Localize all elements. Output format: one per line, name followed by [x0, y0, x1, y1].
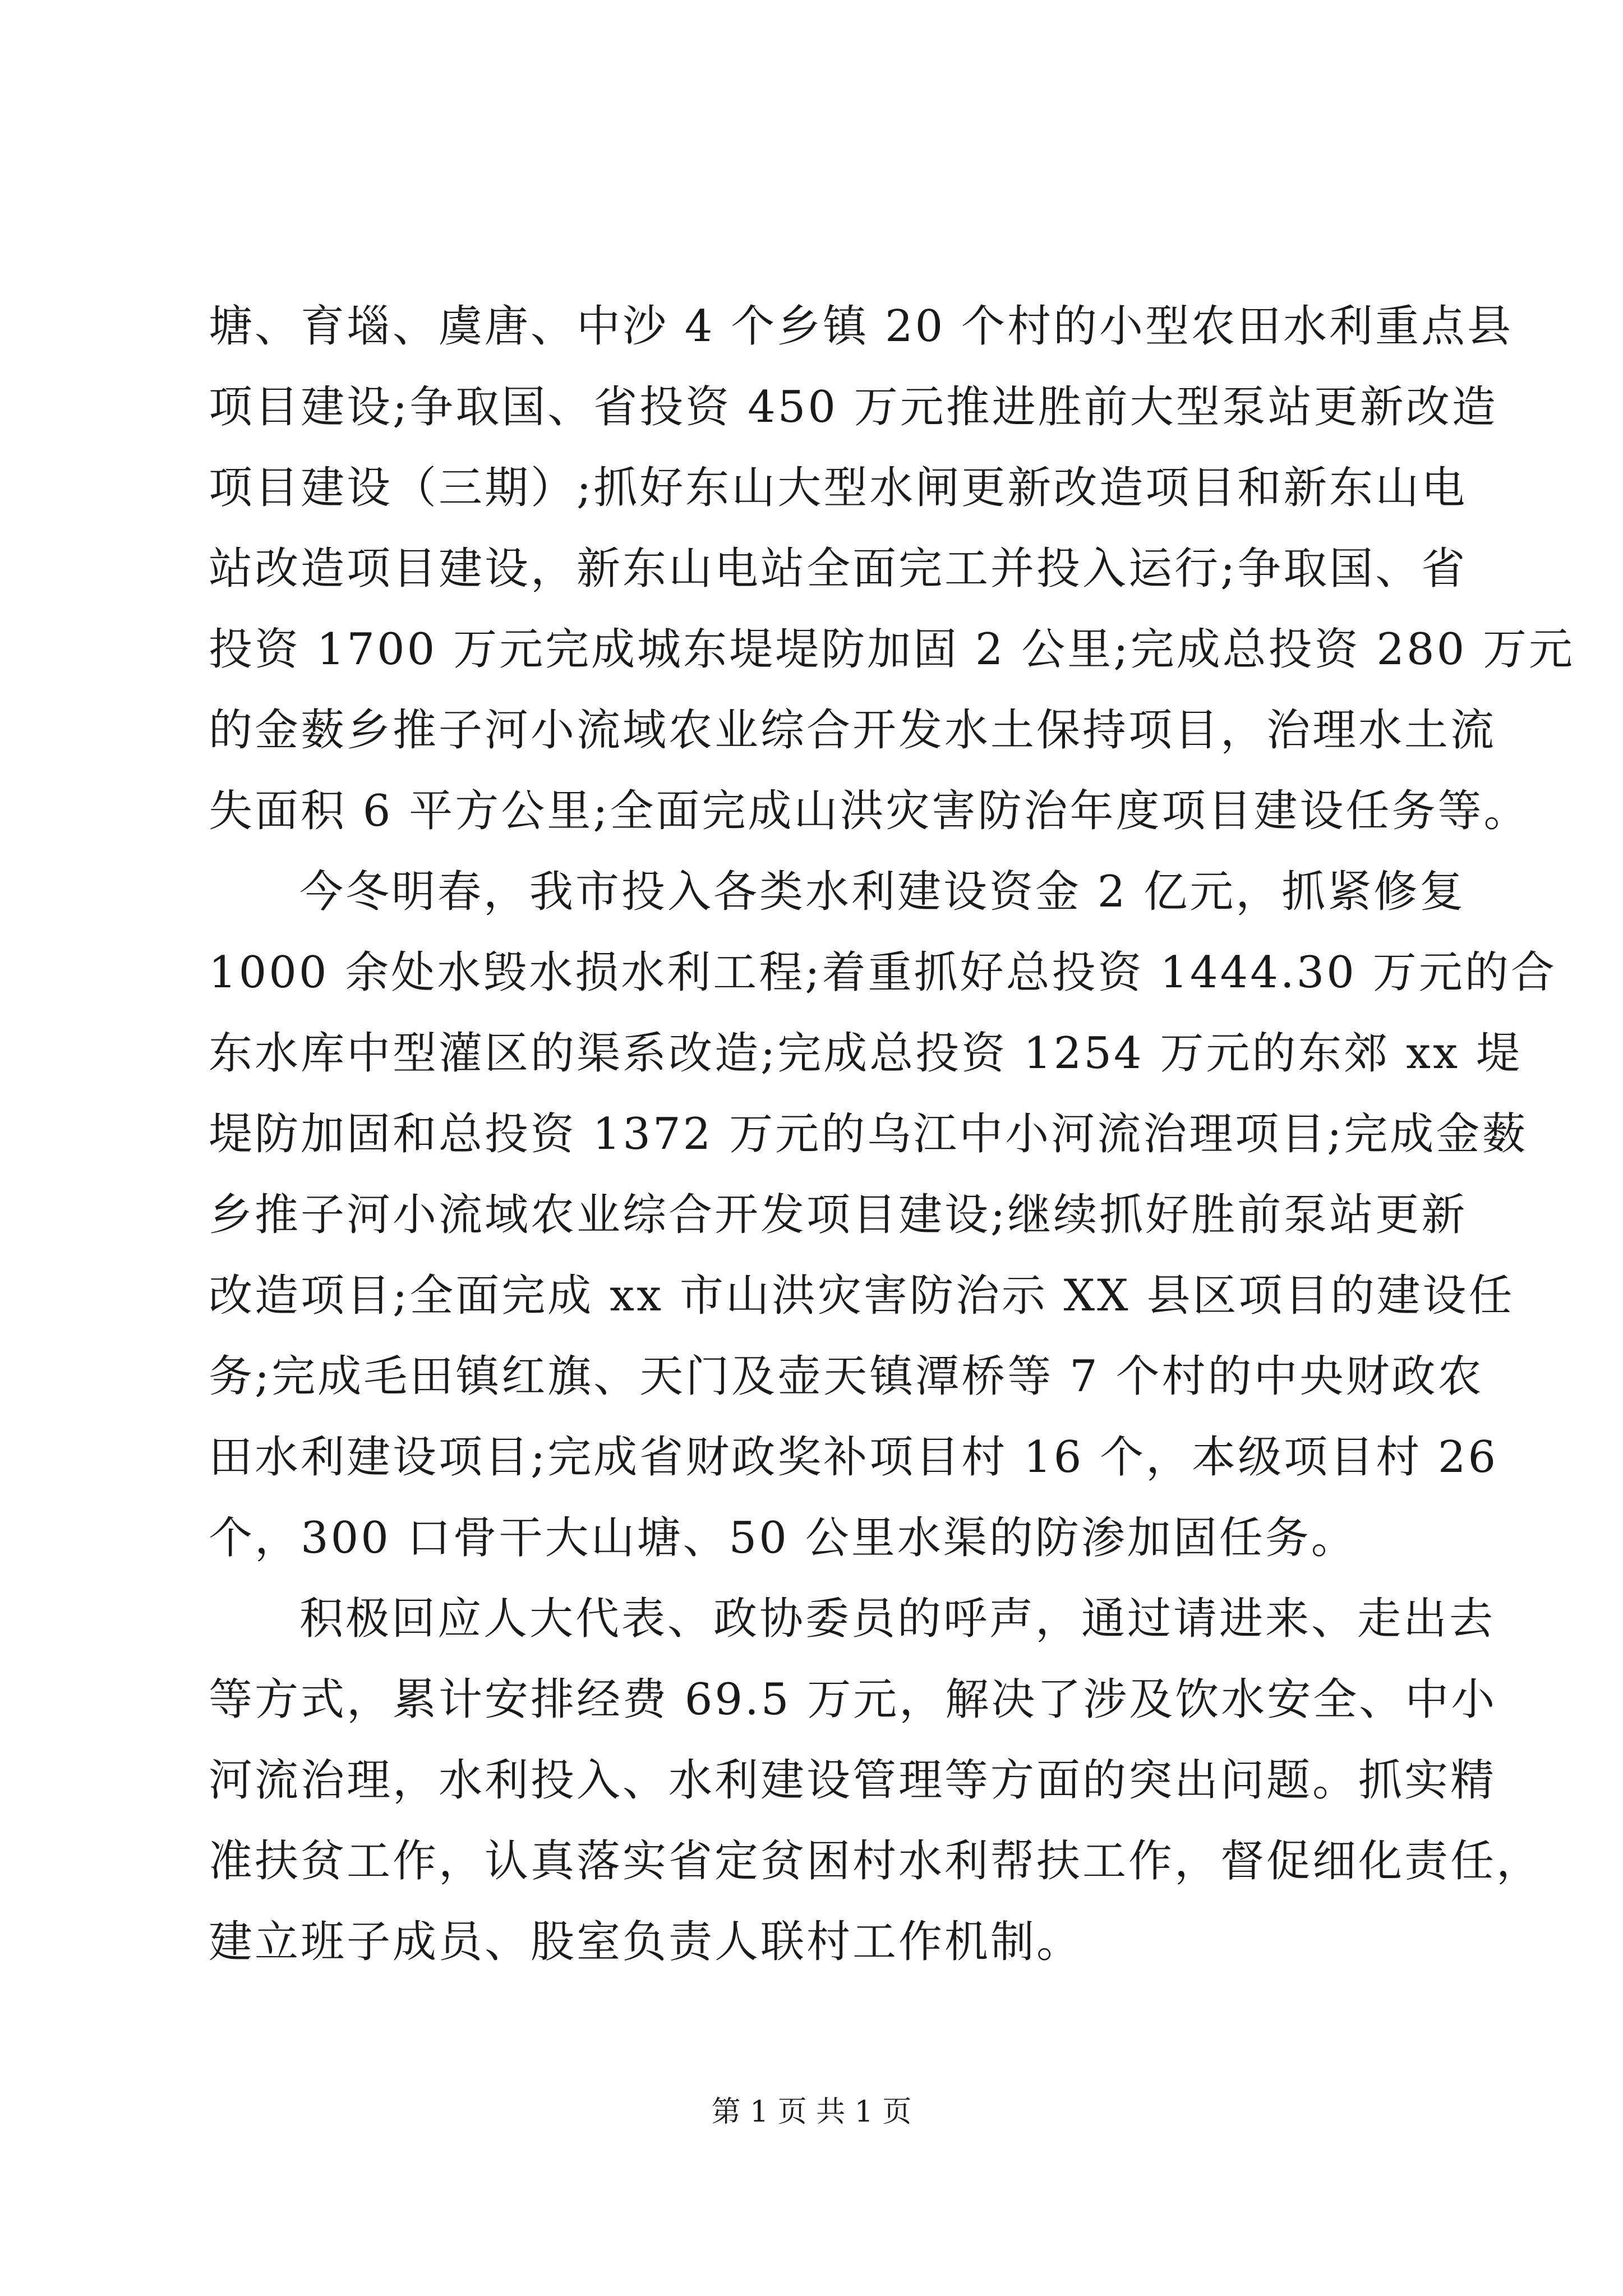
paragraph-1-line-5: 投资 1700 万元完成城东堤堤防加固 2 公里;完成总投资 280 万元 [209, 624, 1575, 675]
paragraph-2-line-1: 今冬明春，我市投入各类水利建设资金 2 亿元，抓紧修复 [299, 867, 1466, 917]
page-footer [0, 2092, 1623, 2132]
paragraph-1-line-4: 站改造项目建设，新东山电站全面完工并投入运行;争取国、省 [209, 544, 1468, 594]
paragraph-2-line-2: 1000 余处水毁水损水利工程;着重抓好总投资 1444.30 万元的合 [209, 947, 1557, 998]
paragraph-2-line-5: 乡推子河小流域农业综合开发项目建设;继续抓好胜前泵站更新 [209, 1190, 1468, 1240]
paragraph-1-line-6: 的金薮乡推子河小流域农业综合开发水土保持项目，治理水土流 [209, 705, 1497, 756]
paragraph-1-line-7: 失面积 6 平方公里;全面完成山洪灾害防治年度项目建设任务等。 [209, 786, 1530, 836]
paragraph-3-line-1: 积极回应人大代表、政协委员的呼声，通过请进来、走出去 [299, 1594, 1496, 1644]
paragraph-2-line-3: 东水库中型灌区的渠系改造;完成总投资 1254 万元的东郊 xx 堤 [209, 1028, 1522, 1079]
paragraph-2-line-7: 务;完成毛田镇红旗、天门及壶天镇潭桥等 7 个村的中央财政农 [209, 1351, 1484, 1402]
paragraph-1-line-3: 项目建设（三期）;抓好东山大型水闸更新改造项目和新东山电 [209, 463, 1468, 513]
document-body [209, 286, 1575, 1982]
paragraph-2-line-8: 田水利建设项目;完成省财政奖补项目村 16 个，本级项目村 26 [209, 1432, 1498, 1483]
paragraph-3-line-2: 等方式，累计安排经费 69.5 万元，解决了涉及饮水安全、中小 [209, 1674, 1497, 1725]
paragraph-3-line-4: 准扶贫工作，认真落实省定贫困村水利帮扶工作，督促细化责任， [209, 1836, 1543, 1887]
paragraph-2-line-4: 堤防加固和总投资 1372 万元的乌江中小河流治理项目;完成金薮 [209, 1109, 1528, 1159]
page-number-label: 第 1 页 共 1 页 [711, 2095, 912, 2129]
paragraph-1-line-2: 项目建设;争取国、省投资 450 万元推进胜前大型泵站更新改造 [209, 382, 1498, 432]
paragraph-2-line-9: 个，300 口骨干大山塘、50 公里水渠的防渗加固任务。 [209, 1513, 1357, 1563]
paragraph-1-line-1: 塘、育堖、虞唐、中沙 4 个乡镇 20 个村的小型农田水利重点县 [209, 301, 1514, 352]
paragraph-2-line-6: 改造项目;全面完成 xx 市山洪灾害防治示 XX 县区项目的建设任 [209, 1271, 1515, 1321]
paragraph-3-line-5: 建立班子成员、股室负责人联村工作机制。 [209, 1917, 1083, 1967]
paragraph-3-line-3: 河流治理，水利投入、水利建设管理等方面的突出问题。抓实精 [209, 1755, 1497, 1806]
